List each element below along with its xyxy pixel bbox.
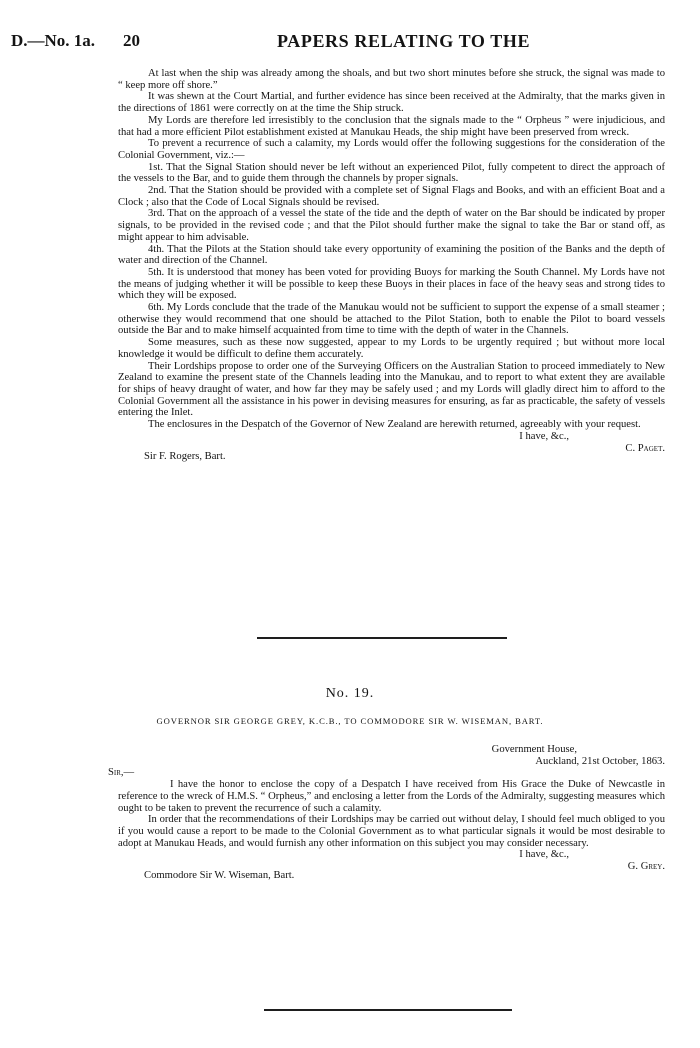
paragraph: At last when the ship was already among the shoals, and but two short minutes before she struck, the signal was made to “ keep more off shore.” — [118, 68, 665, 91]
section-divider — [264, 1009, 512, 1011]
paragraph: To prevent a recurrence of such a calamity, my Lords would offer the following suggestions for the consideration of the Colonial Government, viz.:— — [118, 138, 665, 161]
addressee: Sir F. Rogers, Bart. — [144, 451, 226, 463]
paragraph: It was shewn at the Court Martial, and further evidence has since been received at the Admiralty, that the marks given in the directions of 1861 were correctly on at the time the Ship struck. — [118, 91, 665, 115]
salutation: Sir,— — [108, 767, 135, 779]
address-date: Auckland, 21st October, 1863. — [535, 755, 665, 767]
paragraph: In order that the recommendations of their Lordships may be carried out without delay, I should feel much obliged to you if you would cause a report to be made to the Colonial Government as to what particular signals it would be most desirable to adopt at Manukau Heads, and would furnish any other information on this subject you may consider necessary. — [118, 814, 665, 849]
addressee: Commodore Sir W. Wiseman, Bart. — [144, 869, 295, 881]
signature: G. Grey. — [627, 861, 665, 873]
paragraph: 2nd. That the Station should be provided with a complete set of Signal Flags and Books, and with an efficient Boat and a Clock ; also that the Code of Local Signals should be revised. — [118, 185, 665, 208]
running-header — [0, 31, 700, 53]
paragraph: 5th. It is understood that money has been voted for providing Buoys for marking the South Channel. My Lords have not the means of judging whether it will be possible to keep these Buoys in their places in face of the heavy seas and strong tides to which they will be exposed. — [118, 266, 665, 302]
signature: C. Paget. — [625, 442, 665, 454]
address-line: Government House, — [491, 744, 577, 755]
letter-1-body — [118, 68, 665, 463]
paragraph: 1st. That the Signal Station should never be left without an experienced Pilot, fully competent to direct the approach of the vessels to the Bar, and to guide them through the channels by proper signals. — [118, 161, 665, 185]
letter-2-body — [108, 744, 665, 881]
paragraph: Their Lordships propose to order one of the Surveying Officers on the Australian Station to proceed immediately to New Zealand to examine the present state of the Channels leading into the Manukau, and to report to what extent they are available for ships of heavy draught of water, and how far they may be safely used ; and my Lords will gladly direct him to afford to the Colonial Government all the assistance in his power in devising measures for ensuring, as far as practicable, the safety of vessels entering the Inlet. — [118, 360, 665, 419]
paragraph: Some measures, such as these now suggested, appear to my Lords to be urgently required ; but without more local knowledge it would be difficult to define them accurately. — [118, 337, 665, 360]
running-title: PAPERS RELATING TO THE — [277, 31, 531, 51]
paragraph: 6th. My Lords conclude that the trade of the Manukau would not be sufficient to support the expense of a small steamer ; otherwise they would recommend that one should be attached to the Pilot Station, both to enable the Pilot to board vessels outside the Bar and to make himself acquainted from time to time with the depth of water in the Channels. — [118, 302, 665, 337]
paragraph: 4th. That the Pilots at the Station should take every opportunity of examining the position of the Banks and the depth of water and direction of the Channel. — [118, 243, 665, 267]
paragraph: My Lords are therefore led irresistibly to the conclusion that the signals made to the “ Orpheus ” were injudicious, and that had a more efficient Pilot establishment existed at Manukau Heads, the ship might have been preserved from wreck. — [118, 114, 665, 138]
section-divider — [257, 637, 507, 639]
closing: I have, &c., — [519, 430, 569, 442]
paragraph: 3rd. That on the approach of a vessel the state of the tide and the depth of water on the Bar should be indicated by proper signals, to be provided in the revised code ; and that the Pilot should further make the signal to take the Bar or stand off, as might appear to him advisable. — [118, 208, 665, 243]
letter-heading: GOVERNOR SIR GEORGE GREY, K.C.B., TO COMMODORE SIR W. WISEMAN, BART. — [156, 716, 544, 726]
closing: I have, &c., — [519, 849, 569, 861]
page-number: 20 — [123, 31, 140, 50]
paragraph: I have the honor to enclose the copy of a Despatch I have received from His Grace the Duke of Newcastle in reference to the wreck of H.M.S. “ Orpheus,” and enclosing a letter from the Lords of the Admiralty, suggesting measures which ought to be taken to prevent the recurrence of such a calamity. — [118, 779, 665, 814]
document-number: No. 19. — [325, 686, 375, 701]
document-reference: D.—No. 1a. — [11, 31, 96, 50]
paragraph: The enclosures in the Despatch of the Governor of New Zealand are herewith returned, agreeably with your request. — [148, 419, 641, 431]
